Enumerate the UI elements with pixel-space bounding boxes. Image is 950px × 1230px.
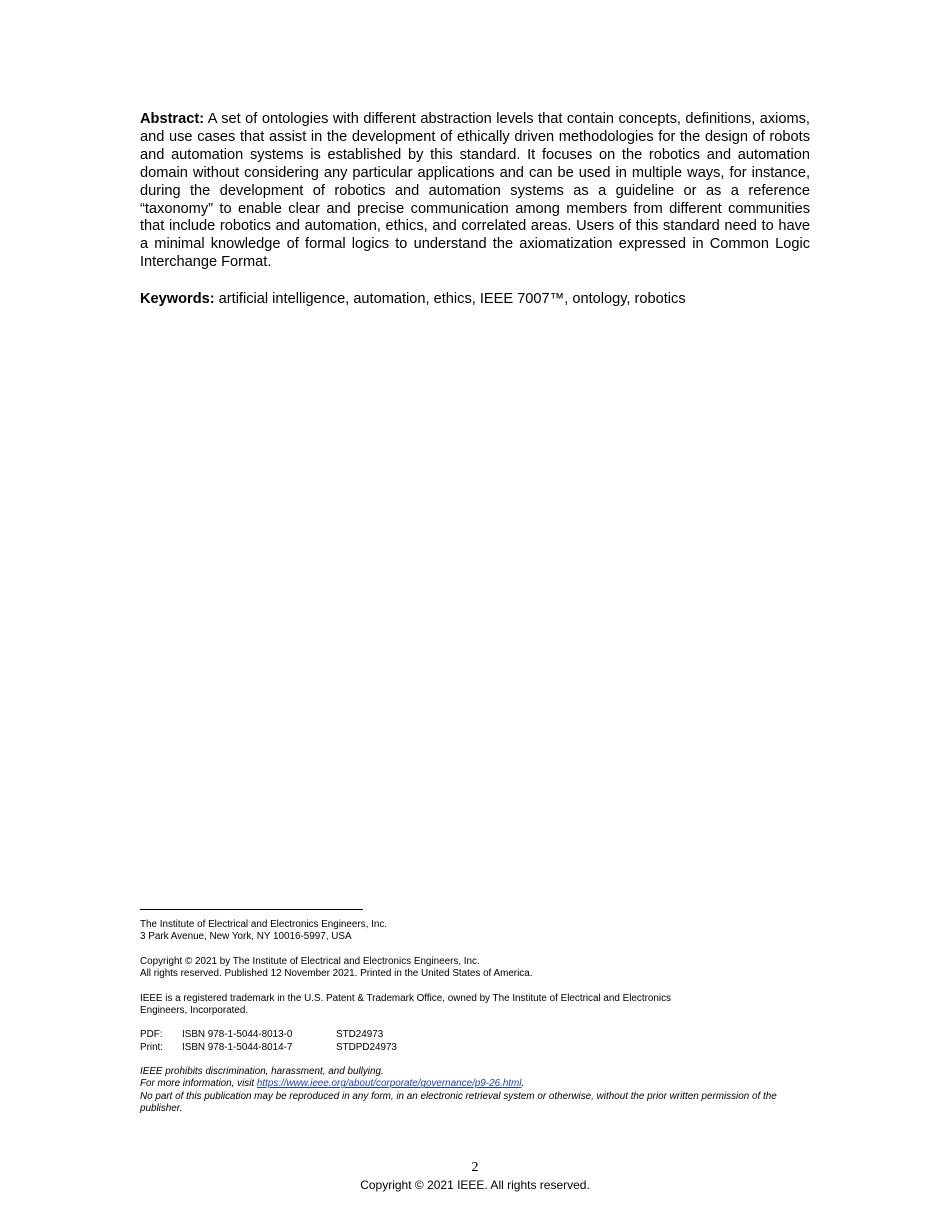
copyright-notice — [140, 956, 812, 980]
abstract-text: A set of ontologies with different abstraction levels that contain concepts, definitions, axioms, and use cases that assist in the development of ethically driven methodologies for the design of robots and automation systems is established by this standard. It focuses on the robotics and automation domain without considering any particular applications and can be used in multiple ways, for instance, during the development of robotics and automation systems as a guideline or as a reference “taxonomy” to enable clear and precise communication among members from different communities that include robotics and automation, ethics, and correlated areas. Users of this standard need to have a minimal knowledge of formal logics to understand the axiomatization expressed in Common Logic Interchange Format. — [140, 111, 810, 271]
copyright-line-2: All rights reserved. Published 12 November 2021. Printed in the United States of America. — [140, 968, 533, 979]
copyright-line-1: Copyright © 2021 by The Institute of Electrical and Electronics Engineers, Inc. — [140, 955, 480, 967]
isbn-format: Print: — [140, 1041, 164, 1053]
keywords-text: artificial intelligence, automation, ethics, IEEE 7007™, ontology, robotics — [214, 291, 686, 307]
isbn-format: PDF: — [140, 1029, 163, 1041]
address-line-2: 3 Park Avenue, New York, NY 10016-5997, USA — [140, 931, 352, 943]
trademark-line-2: Engineers, Incorporated. — [140, 1004, 249, 1016]
keywords-label: Keywords: — [140, 291, 215, 307]
keywords-paragraph — [140, 291, 810, 309]
isbn-table — [140, 1029, 812, 1053]
isbn-number: ISBN 978-1-5044-8013-0 — [182, 1029, 293, 1041]
isbn-number: ISBN 978-1-5044-8014-7 — [182, 1041, 293, 1053]
trademark-notice — [140, 993, 812, 1017]
isbn-row-print — [140, 1042, 812, 1054]
reproduction-notice: No part of this publication may be reproduced in any form, in an electronic retrieval system or otherwise, without the prior written permission of the publisher. — [140, 1090, 777, 1114]
info-line — [140, 1078, 812, 1090]
address-line-1: The Institute of Electrical and Electronics Engineers, Inc. — [140, 919, 387, 930]
abstract-label: Abstract: — [140, 111, 205, 127]
isbn-row-pdf — [140, 1029, 812, 1041]
abstract-paragraph — [140, 111, 810, 272]
std-number: STD24973 — [336, 1029, 384, 1041]
footnotes — [140, 919, 812, 1115]
footnote-divider — [140, 909, 363, 910]
info-suffix: . — [521, 1078, 525, 1090]
info-prefix: For more information, visit — [140, 1078, 257, 1090]
publisher-address — [140, 919, 812, 943]
governance-link[interactable]: https://www.ieee.org/about/corporate/governance/p9-26.html — [256, 1078, 522, 1090]
policy-notice — [140, 1066, 812, 1115]
page-footer-copyright: Copyright © 2021 IEEE. All rights reserved. — [360, 1178, 590, 1192]
policy-line: IEEE prohibits discrimination, harassment, and bullying. — [140, 1066, 384, 1078]
trademark-line-1: IEEE is a registered trademark in the U.S. Patent & Trademark Office, owned by The Institute of Electrical and Electronics — [140, 992, 671, 1004]
page-number: 2 — [471, 1160, 479, 1175]
std-number: STDPD24973 — [336, 1041, 397, 1053]
